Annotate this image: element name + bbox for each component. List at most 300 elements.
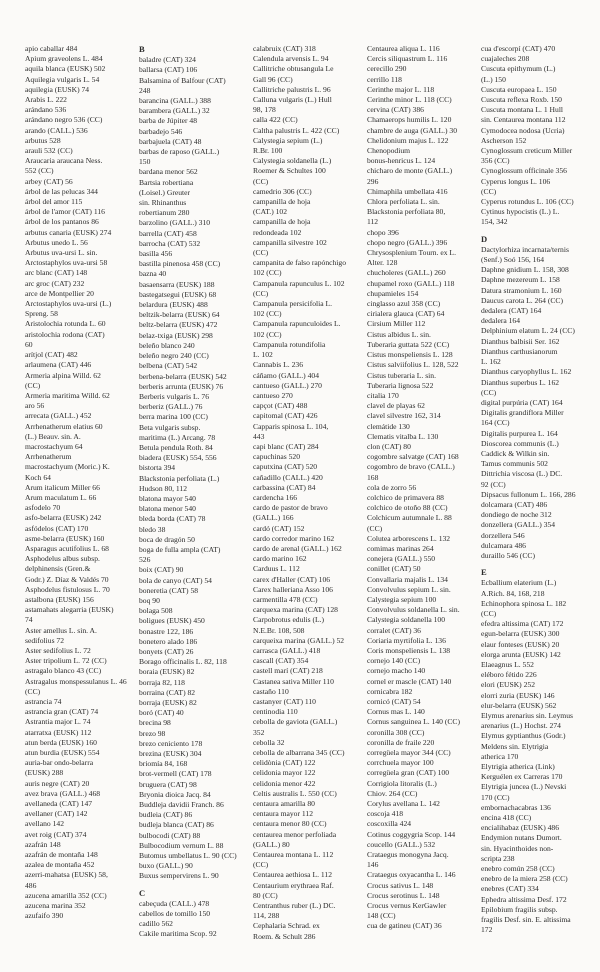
index-entry: azerri-mahatsa (EUSK) 58, <box>25 870 108 880</box>
index-entry: cola de zorro 56 <box>367 482 417 492</box>
index-entry: Celtis australis L. 550 (CC) <box>253 788 337 798</box>
index-entry: avellaneda (CAT) 147 <box>25 799 93 809</box>
index-entry: Bartsia robertiana <box>139 177 194 187</box>
index-entry: cornejo macho 140 <box>367 666 426 676</box>
index-entry: Arrhenatherum elatius 60 <box>25 421 103 431</box>
index-entry: 102 (CC) <box>253 309 282 319</box>
index-entry: Castanea sativa Miller 110 <box>253 676 334 686</box>
index-entry: (CC) <box>253 248 269 258</box>
index-entry: ballarsa (CAT) 106 <box>139 65 198 75</box>
index-entry: Arbutus unedo L. 56 <box>25 237 88 247</box>
index-entry: asfodelo 70 <box>25 503 61 513</box>
index-entry: Callitriche palustris L. 96 <box>253 84 331 94</box>
index-entry: Carduus L. 112 <box>253 564 300 574</box>
index-entry: Calystegia sepium (L.) <box>253 135 323 145</box>
index-entry: capuchinas 520 <box>253 452 301 462</box>
index-entry: 486 <box>25 880 37 890</box>
index-entry: cua d'escorpí (CAT) 470 <box>481 44 556 53</box>
index-entry: (CC) <box>481 387 497 397</box>
index-entry: Dianthus carthusianorum <box>481 346 558 356</box>
index-entry: barbas de raposo (GALL.) <box>139 147 220 157</box>
index-entry: atherica 170 <box>481 751 519 761</box>
index-entry: barambera (GALL.) 32 <box>139 106 210 116</box>
index-entry: Calystegia sepium 100 <box>367 594 437 604</box>
index-entry: (CAT.) 102 <box>253 207 288 217</box>
index-entry: 356 (CC) <box>481 156 510 166</box>
index-entry: Cakile maritima Scop. 92 <box>139 929 217 939</box>
index-entry: clavel silvestre 162, 314 <box>367 411 441 421</box>
index-entry: Balsamina of Balfour (CAT) <box>139 75 226 85</box>
index-entry: chopo negro (GALL.) 396 <box>367 237 448 247</box>
index-entry: redondeada 102 <box>253 227 302 237</box>
index-entry: Crocus vernus KerGawler <box>367 901 447 911</box>
index-entry: (Loisel.) Greuter <box>139 187 191 197</box>
index-entry: duraillo 546 (CC) <box>481 550 535 560</box>
index-entry: cabellos de tomillo 150 <box>139 909 211 919</box>
index-entry: asfo-belarra (EUSK) 242 <box>25 513 102 523</box>
index-entry: Elytrigia juncea (L.) Nevski <box>481 782 567 792</box>
index-entry: bledo 38 <box>139 524 166 534</box>
index-entry: elori (EUSK) 252 <box>481 680 535 690</box>
index-entry: bruguera (CAT) 98 <box>139 779 197 789</box>
index-entry: barancina (GALL.) 388 <box>139 96 211 106</box>
index-entry: Borago officinalis L. 82, 118 <box>139 657 227 667</box>
index-entry: Ascherson 152 <box>481 135 527 145</box>
index-entry: Cotinus coggygria Scop. 144 <box>367 829 456 839</box>
index-entry: Cirsium Miller 112 <box>367 319 426 329</box>
index-entry: Dipsacus fullonum L. 166, 286 <box>481 489 576 499</box>
index-entry: Delphinium elatum L. 24 (CC) <box>481 326 575 336</box>
index-entry: astragalo blanco 43 (CC) <box>25 666 102 676</box>
index-entry: astrancia gran (CAT) 74 <box>25 707 99 717</box>
index-entry: bola de canyo (CAT) 54 <box>139 575 212 585</box>
index-entry: carex d'Haller (CAT) 106 <box>253 574 331 584</box>
index-entry: bastilla pinenosa 458 (CC) <box>139 259 221 269</box>
index-entry: atarratxa (EUSK) 112 <box>25 727 92 737</box>
index-entry: bastegatsegui (EUSK) 68 <box>139 289 217 299</box>
index-entry: corrchuela mayor 100 <box>367 758 434 768</box>
index-entry: 74 <box>25 615 33 625</box>
index-entry: Colutea arborescens L. 132 <box>367 533 451 543</box>
index-entry: Cuscuta epithymum (L.) <box>481 64 556 74</box>
section-letter: B <box>139 44 145 54</box>
index-entry: Chelidonium majus L. 122 <box>367 135 449 145</box>
index-entry: Daphne gnidium L. 158, 308 <box>481 265 569 275</box>
index-entry: Cephalaria Schrad. ex <box>253 921 320 931</box>
index-entry: chupamieles 154 <box>367 288 419 298</box>
index-entry: bonastre 122, 186 <box>139 626 194 636</box>
index-entry: encina 418 (CC) <box>481 813 532 823</box>
index-entry: astamahats alegarria (EUSK) <box>25 605 114 615</box>
index-entry: Daucus carota L. 264 (CC) <box>481 295 564 305</box>
index-entry: comimas marinas 264 <box>367 543 434 553</box>
index-entry: boq 90 <box>139 595 160 605</box>
index-entry: belardura (EUSK) 488 <box>139 300 208 310</box>
index-entry: Cuscuta reflexa Roxb. 150 <box>481 95 562 105</box>
index-entry: barrella (CAT) 458 <box>139 228 197 238</box>
index-entry: Cistus tuberaria L. sin. <box>367 370 436 380</box>
index-entry: 443 <box>253 431 265 441</box>
index-entry: azafrán de montaña 148 <box>25 850 98 860</box>
index-entry: Digitalis purpurea L. 164 <box>481 428 558 438</box>
index-entry: Campanula rotundifolia <box>253 339 326 349</box>
section-letter: D <box>481 233 488 244</box>
index-entry: Cynoglossum creticum Miller <box>481 146 573 156</box>
index-entry: centaurea menor perfoliada <box>253 829 337 839</box>
index-entry: cogombre salvatge (CAT) 168 <box>367 452 459 462</box>
index-entry: delphinensis (Gren.& <box>25 564 91 574</box>
index-entry: Crocus sativus L. 148 <box>367 880 434 890</box>
index-entry: colchico de otoño 88 (CC) <box>367 503 448 513</box>
index-entry: capçot (CAT) 488 <box>253 401 308 411</box>
index-entry: Aster sedifolius L. 72 <box>25 645 91 655</box>
index-entry: Chrysosplenium Tourn. ex L. <box>367 248 456 258</box>
index-entry: Callitriche obtusangula Le <box>253 64 334 74</box>
index-entry: azafrán 148 <box>25 839 61 849</box>
index-entry: Coriaria myrtifolia L. 136 <box>367 635 446 645</box>
index-entry: 172 <box>481 925 493 935</box>
index-entry: robertianum 280 <box>139 208 190 218</box>
index-entry: elaur fonteses (EUSK) 20 <box>481 639 560 649</box>
index-entry: cardencha 166 <box>253 492 298 502</box>
index-entry: 526 <box>139 555 151 565</box>
index-entry: chicharo de monte (GALL.) <box>367 166 453 176</box>
index-entry: arbutus 528 <box>25 135 61 145</box>
index-entry: Blackstonia perfoliata 80, <box>367 207 446 217</box>
index-entry: astalbona (EUSK) 156 <box>25 594 94 604</box>
index-entry: boix (CAT) 90 <box>139 565 184 575</box>
index-entry: corregüela gran (CAT) 100 <box>367 768 450 778</box>
index-entry: Roemer & Schultes 100 <box>253 166 326 176</box>
index-entry: Gall 96 (CC) <box>253 74 293 84</box>
index-entry: Cistus salviifolius L. 128, 522 <box>367 360 459 370</box>
index-entry: Elymus gyptianthus (Godr.) <box>481 731 566 741</box>
index-entry: 154, 342 <box>481 217 508 227</box>
index-entry: efedra altissima (CAT) 172 <box>481 619 564 629</box>
index-entry: dedalera 164 <box>481 316 521 326</box>
index-entry: Cynoglossum officinale 356 <box>481 166 567 176</box>
index-entry: brot-vermell (CAT) 178 <box>139 769 212 779</box>
index-entry: Centranthus ruber (L.) DC. <box>253 901 336 911</box>
index-entry: budleia (CAT) 86 <box>139 810 193 820</box>
index-entry: 352 <box>253 727 265 737</box>
index-entry: cabeçuda (CALL.) 478 <box>139 898 210 908</box>
index-entry: campanita de falso rapónchigo <box>253 258 346 268</box>
index-entry: Cytinus hypocistis (L.) L. <box>481 207 560 217</box>
index-entry: arrecata (GALL.) 452 <box>25 411 92 421</box>
index-entry: coscoja 418 <box>367 809 404 819</box>
index-entry: arando (CALL.) 536 <box>25 125 88 135</box>
index-entry: cervina (CAT) 386 <box>367 105 424 115</box>
index-entry: Araucaria araucana Ness. <box>25 156 103 166</box>
index-entry: cantueso (GALL.) 270 <box>253 380 322 390</box>
index-entry: capitomal (CAT) 426 <box>253 411 318 421</box>
index-entry: arenarius (L.) Hochst. 274 <box>481 721 561 731</box>
index-entry: Crocus serotinus L. 148 <box>367 890 440 900</box>
index-entry: Cyperus rotundus L. 106 (CC) <box>481 197 574 207</box>
index-entry: bardana menor 562 <box>139 167 198 177</box>
index-entry: blatona menor 540 <box>139 504 196 514</box>
index-entry: barba de Júpiter 48 <box>139 116 197 126</box>
index-entry: buxo (GALL.) 90 <box>139 861 193 871</box>
index-entry: Dianthus balbisii Ser. 162 <box>481 336 560 346</box>
index-entry: clavel de playas 62 <box>367 401 425 411</box>
index-entry: azucena marina 352 <box>25 901 86 911</box>
index-entry: Corylus avellana L. 142 <box>367 799 440 809</box>
index-entry: bistorta 394 <box>139 463 176 473</box>
index-entry: auria-bar ondo-belarra <box>25 758 94 768</box>
index-entry: Arctostaphylos uva-ursi 58 <box>25 258 108 268</box>
index-entry: arbutus canaria (EUSK) 274 <box>25 227 112 237</box>
index-entry: eléboro fétido 226 <box>481 670 537 680</box>
index-entry: dorzellera 546 <box>481 530 525 540</box>
index-entry: coronilla de fraile 220 <box>367 737 435 747</box>
index-entry: elorri zuria (EUSK) 146 <box>481 690 555 700</box>
index-entry: campanilla silvestre 102 <box>253 237 327 247</box>
index-entry: briomía 84, 168 <box>139 759 188 769</box>
index-entry: Echinophora spinosa L. 182 <box>481 598 567 608</box>
index-entry: arauli 532 (CC) <box>25 146 73 156</box>
index-entry: budleja blanca (CAT) 86 <box>139 820 214 830</box>
index-entry: (CC) <box>253 176 269 186</box>
index-entry: Campanula rapunculus L. 102 <box>253 278 345 288</box>
index-entry: Convolvulus soldanella L. sin. <box>367 605 460 615</box>
index-entry: (EUSK) 288 <box>25 768 64 778</box>
index-entry: Arum italicum Miller 66 <box>25 482 100 492</box>
index-entry: cornejo 140 (CC) <box>367 656 421 666</box>
index-entry: borraja 82, 118 <box>139 677 185 687</box>
index-entry: Buxus sempervirens L. 90 <box>139 871 219 881</box>
index-entry: (Senf.) Soó 156, 164 <box>481 255 545 265</box>
index-entry: Cerinthe minor L. 118 (CC) <box>367 95 452 105</box>
index-entry: (CC) <box>481 186 497 196</box>
index-entry: asme-belarra (EUSK) 160 <box>25 533 105 543</box>
index-entry: cardo corredor marino 162 <box>253 533 335 543</box>
index-entry: arítjol (CAT) 482 <box>25 350 78 360</box>
index-entry: conillet (CAT) 50 <box>367 564 421 574</box>
index-entry: 170 (CC) <box>481 792 510 802</box>
index-entry: Colchicum autumnale L. 88 <box>367 513 452 523</box>
index-entry: Armeria alpina Willd. 62 <box>25 370 101 380</box>
index-entry: (CC) <box>367 523 383 533</box>
index-entry: astrancia 74 <box>25 697 62 706</box>
index-entry: Elymus arenarius sin. Leymus <box>481 711 573 720</box>
index-entry: Bulbocodium vernum L. 88 <box>139 840 224 850</box>
index-entry: avellaner (CAT) 142 <box>25 809 88 819</box>
index-entry: Cyperus longus L. 106 <box>481 176 551 186</box>
index-entry: Dittrichia viscosa (L.) DC. <box>481 469 563 479</box>
index-entry: beleño negro 240 (CC) <box>139 351 209 361</box>
index-entry: boga de fulla ampla (CAT) <box>139 544 221 554</box>
index-entry: Crataegus monogyna Jacq. <box>367 850 449 860</box>
index-entry: coscoxilla 424 <box>367 819 412 829</box>
index-entry: Butomus umbellatus L. 90 (CC) <box>139 851 237 861</box>
index-entry: celidonia mayor 122 <box>253 768 316 778</box>
index-entry: basilla 456 <box>139 249 173 259</box>
index-entry: sin. Hyacinthoides non- <box>481 843 554 853</box>
index-column-2 <box>139 44 253 964</box>
index-entry: 114, 288 <box>253 911 280 921</box>
index-entry: cardo de arenal (GALL.) 162 <box>253 543 342 553</box>
index-entry: azucena amarilla 352 (CC) <box>25 890 107 900</box>
index-entry: Asphodelus albus subsp. <box>25 554 100 564</box>
index-entry: Cuscuta europaea L. 150 <box>481 84 557 94</box>
index-entry: avez brava (GALL.) 468 <box>25 788 101 798</box>
index-entry: elorga arunta (EUSK) 142 <box>481 649 561 659</box>
index-entry: carqueixa marina (GALL.) 52 <box>253 635 345 645</box>
index-entry: árbol de l'amor (CAT) 116 <box>25 207 105 217</box>
index-entry: boró (CAT) 40 <box>139 708 184 718</box>
index-entry: Calendula arvensis L. 94 <box>253 54 329 64</box>
index-entry: castaño 110 <box>253 686 289 696</box>
index-entry: campanilla de hoja <box>253 197 311 207</box>
index-column-3 <box>253 44 367 964</box>
index-entry: Hudson 80, 112 <box>139 483 188 493</box>
index-entry: Digitalis grandiflora Miller <box>481 408 564 418</box>
index-entry: cebolla de gaviota (GALL.) <box>253 717 338 727</box>
index-entry: árbol de los pantanos 86 <box>25 217 99 227</box>
index-entry: cañadillo (CALL.) 420 <box>253 472 323 482</box>
index-entry: (CC) <box>25 380 41 390</box>
index-entry: Asparagus acutifolius L. 68 <box>25 543 109 553</box>
index-entry: brezo 98 <box>139 728 166 738</box>
index-entry: Carex halleriana Asso 106 <box>253 584 333 594</box>
index-entry: 168 <box>367 472 379 482</box>
index-entry: sin. Centaurea montana 112 <box>481 115 566 125</box>
index-entry: Carpobrotus edulis (L.) <box>253 615 325 625</box>
index-entry: Aquilegia vulgaris L. 54 <box>25 74 100 84</box>
index-entry: chambre de auga (GALL.) 30 <box>367 125 458 135</box>
index-entry: cogombro de bravo (CALL.) <box>367 462 455 472</box>
index-entry: Crataegus oxyacantha L. 146 <box>367 870 456 880</box>
index-entry: sin. Rhinanthus <box>139 198 187 208</box>
index-entry: Meldens sin. Elytrigia <box>481 741 549 751</box>
index-entry: Centaurea aliqua L. 116 <box>367 44 440 53</box>
index-entry: Arctostaphylos uva-ursi (L.) <box>25 299 112 309</box>
index-entry: Kerguélen ex Carreras 170 <box>481 772 563 782</box>
index-entry: chupamel roxo (GALL.) 118 <box>367 278 455 288</box>
index-entry: R.Br. 100 <box>253 146 283 156</box>
index-entry: borraina (CAT) 82 <box>139 687 196 697</box>
index-entry: 146 <box>367 860 379 870</box>
index-entry: belbena (CAT) 542 <box>139 361 198 371</box>
index-entry: berberiz (GALL.) 76 <box>139 402 203 412</box>
index-entry: L. 102 <box>253 350 273 360</box>
index-entry: apio caballar 484 <box>25 44 78 53</box>
index-entry: coucello (GALL.) 532 <box>367 839 436 849</box>
index-entry: Epilobium fragilis subsp. <box>481 904 558 914</box>
index-entry: aquila blanca (EUSK) 502 <box>25 64 106 74</box>
index-entry: aristolochia rodona (CAT) <box>25 329 105 339</box>
index-entry: Chamaerops humilis L. 120 <box>367 115 452 125</box>
index-entry: Asphodelus fistulosus L. 70 <box>25 584 110 594</box>
index-entry: Campanula persicifolia L. <box>253 299 333 309</box>
index-entry: Capparis spinosa L. 104, <box>253 421 329 431</box>
index-entry: Centaurium erythraea Raf. <box>253 880 334 890</box>
index-entry: Roem. & Schult 286 <box>253 931 316 941</box>
section-letter: E <box>481 567 487 578</box>
index-entry: macrostachyum (Moric.) K. <box>25 462 110 472</box>
index-entry: Arbutus uva-ursi L. sin. <box>25 248 98 258</box>
index-entry: cardo marino 162 <box>253 554 307 564</box>
index-entry: cinglasso azul 358 (CC) <box>367 299 441 309</box>
index-entry: enebro común 258 (CC) <box>481 864 555 874</box>
index-entry: citalia 170 <box>367 390 399 400</box>
index-entry: basaensarra (EUSK) 188 <box>139 279 215 289</box>
index-entry: Corrigiola litoralis (L.) <box>367 778 437 788</box>
index-entry: Blackstonia perfoliata (L.) <box>139 473 220 483</box>
index-entry: Datura stramonium L. 160 <box>481 285 562 295</box>
index-entry: azalea de montaña 452 <box>25 860 95 870</box>
index-entry: berra marina 100 (CC) <box>139 412 208 422</box>
index-entry: cirialera glauca (CAT) 64 <box>367 309 445 319</box>
index-entry: 60 <box>25 339 33 349</box>
index-entry: arlaumena (CAT) 446 <box>25 360 92 370</box>
index-entry: boneretia (CAT) 58 <box>139 585 199 595</box>
index-entry: (GALL.) 166 <box>253 513 294 523</box>
index-entry: clon (CAT) 80 <box>367 441 411 451</box>
index-entry: Arum maculatum L. 66 <box>25 492 97 502</box>
index-entry: biadera (EUSK) 554, 556 <box>139 453 217 463</box>
index-entry: bonyets (CAT) 26 <box>139 646 194 656</box>
index-entry: camedrio 306 (CC) <box>253 186 312 196</box>
index-entry: 552 (CC) <box>25 166 54 176</box>
index-entry: Tamus communis 502 <box>481 459 548 469</box>
index-entry: atun berda (EUSK) 160 <box>25 737 97 747</box>
index-entry: Tuberaria guttata 522 (CC) <box>367 339 450 349</box>
index-entry: Spreng. 58 <box>25 309 58 319</box>
index-page <box>25 44 595 964</box>
index-entry: (CC) <box>253 288 269 298</box>
index-entry: boligues (EUSK) 450 <box>139 616 205 626</box>
index-entry: Dianthus caryophyllus L. 162 <box>481 367 572 377</box>
index-entry: cebolla 32 <box>253 737 285 747</box>
index-entry: Aster amellus L. sin. A. <box>25 625 97 635</box>
index-entry: Godr.) Z. Díaz & Valdés 70 <box>25 574 109 584</box>
index-entry: Cercis siliquastrum L. 116 <box>367 54 448 64</box>
index-entry: centaura menor 80 (CC) <box>253 819 327 829</box>
index-entry: 164 (CC) <box>481 418 510 428</box>
index-entry: cua de gatineu (CAT) 36 <box>367 921 442 931</box>
index-entry: colchico de primavera 88 <box>367 492 444 502</box>
index-entry: Betula pendula Roth. 84 <box>139 442 213 452</box>
index-entry: bazna 40 <box>139 269 167 279</box>
index-entry: cantueso 270 <box>253 390 293 400</box>
index-entry: barrocha (CAT) 532 <box>139 238 201 248</box>
index-entry: Elaeagnus L. 552 <box>481 659 534 669</box>
index-entry: Chlora perfoliata L. sin. <box>367 197 440 207</box>
index-entry: bonetero alado 186 <box>139 636 198 646</box>
index-entry: boraia (EUSK) 82 <box>139 667 195 677</box>
index-entry: enebres (CAT) 334 <box>481 884 539 894</box>
index-entry: Ephedra altissima Desf. 172 <box>481 894 567 904</box>
index-entry: capi blanc (CAT) 284 <box>253 441 319 451</box>
index-entry: árbol del amor 115 <box>25 197 83 207</box>
index-entry: cardó (CAT) 152 <box>253 523 305 533</box>
index-entry: macrostachyum 64 <box>25 441 83 451</box>
index-entry: caputxina (CAT) 520 <box>253 462 318 472</box>
index-entry: coronilla 308 (CC) <box>367 727 425 737</box>
index-entry: Cistus monspeliensis L. 128 <box>367 350 453 360</box>
index-entry: Convolvulus sepium L. sin. <box>367 584 451 594</box>
index-entry: avet roig (CAT) 374 <box>25 829 87 839</box>
index-entry: beleño blanco 240 <box>139 340 195 350</box>
index-entry: Koch 64 <box>25 472 51 482</box>
index-entry: donzellera (GALL.) 354 <box>481 520 556 530</box>
index-entry: Cymodocea nodosa (Ucria) <box>481 125 565 135</box>
index-entry: digital purpúria (CAT) 164 <box>481 397 563 407</box>
index-entry: Endymion nutans Dumort. <box>481 833 562 843</box>
